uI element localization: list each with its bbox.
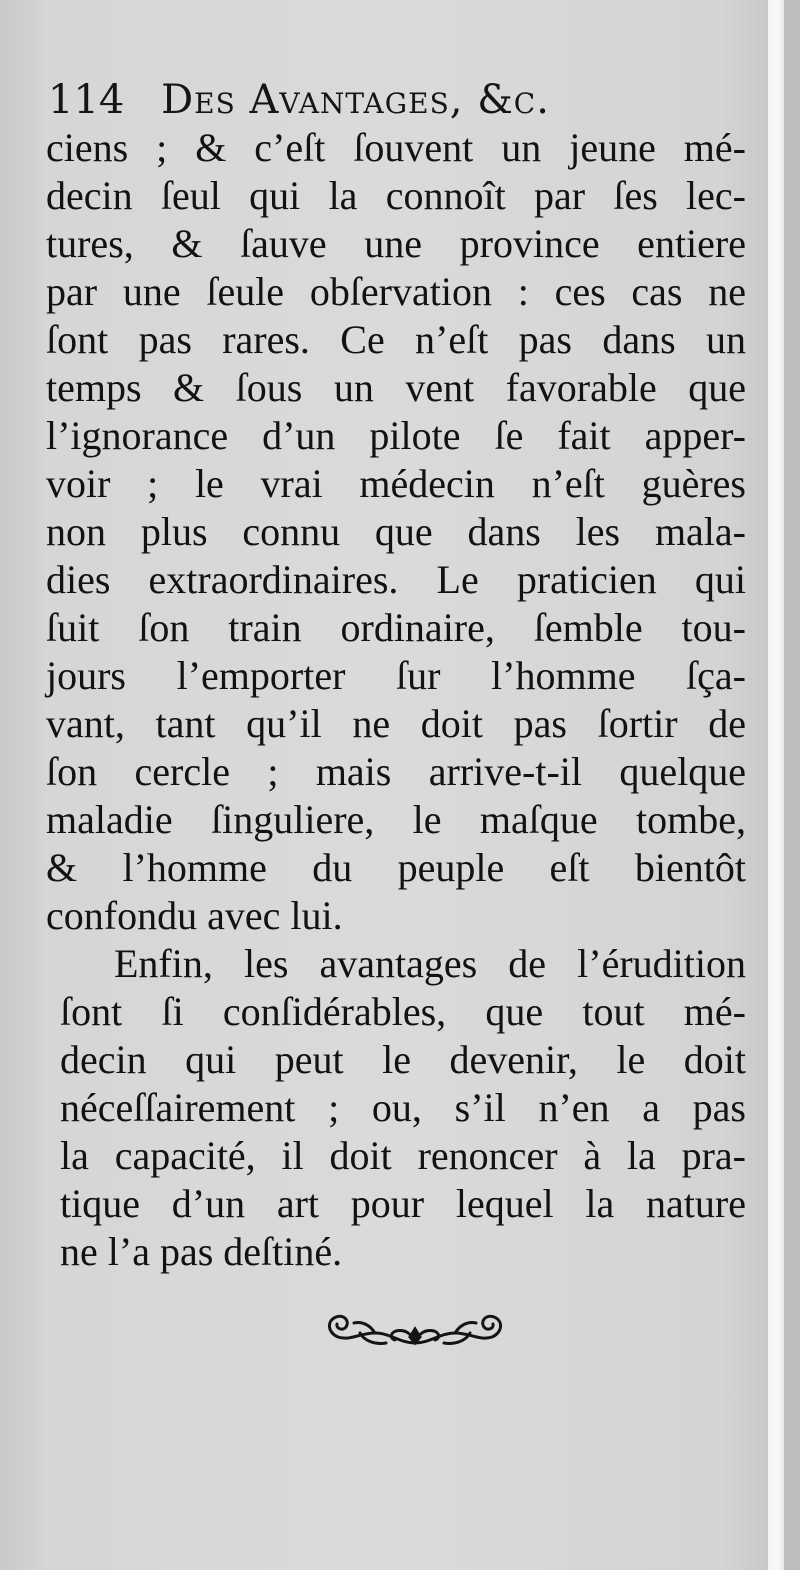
- text-line: ciens ; & c’eſt ſouvent un jeune mé-: [46, 125, 746, 170]
- text-line: ne l’a pas deſtiné.: [60, 1229, 343, 1274]
- text-line: Enfin, les avantages de l’érudition: [114, 941, 746, 986]
- text-line: néceſſairement ; ou, s’il n’en a pas: [60, 1085, 746, 1130]
- text-line: voir ; le vrai médecin n’eſt guères: [46, 461, 746, 506]
- text-line: decin qui peut le devenir, le doit: [60, 1037, 746, 1082]
- text-line: la capacité, il doit renoncer à la pra-: [60, 1133, 746, 1178]
- text-line: temps & ſous un vent favorable que: [46, 365, 746, 410]
- text-line: l’ignorance d’un pilote ſe fait apper-: [46, 413, 746, 458]
- paragraph-1: [46, 124, 746, 940]
- text-line: vant, tant qu’il ne doit pas ſortir de: [46, 701, 746, 746]
- text-line: decin ſeul qui la connoît par ſes lec-: [46, 173, 746, 218]
- running-title: Des Avantages, &c.: [161, 77, 550, 123]
- paragraph-2: [46, 940, 746, 1276]
- page-number: 114: [48, 77, 125, 123]
- text-line: tique d’un art pour lequel la nature: [60, 1181, 746, 1226]
- floral-tailpiece-icon: [320, 1303, 510, 1353]
- text-line: ſont pas rares. Ce n’eſt pas dans un: [46, 317, 746, 362]
- text-line: ſuit ſon train ordinaire, ſemble tou-: [46, 605, 746, 650]
- running-header: [48, 76, 728, 124]
- text-line: tures, & ſauve une province entiere: [46, 221, 746, 266]
- page-edge: [768, 0, 784, 1570]
- body-text: [46, 124, 746, 1276]
- text-line: ſon cercle ; mais arrive-t-il quelque: [46, 749, 746, 794]
- text-line: dies extraordinaires. Le praticien qui: [46, 557, 746, 602]
- text-line: jours l’emporter ſur l’homme ſça-: [46, 653, 746, 698]
- text-line: confondu avec lui.: [46, 893, 343, 938]
- text-line: ſont ſi conſidérables, que tout mé-: [60, 989, 746, 1034]
- text-line: par une ſeule obſervation : ces cas ne: [46, 269, 746, 314]
- text-line: & l’homme du peuple eſt bientôt: [46, 845, 746, 890]
- text-line: maladie ſinguliere, le maſque tombe,: [46, 797, 746, 842]
- text-line: non plus connu que dans les mala-: [46, 509, 746, 554]
